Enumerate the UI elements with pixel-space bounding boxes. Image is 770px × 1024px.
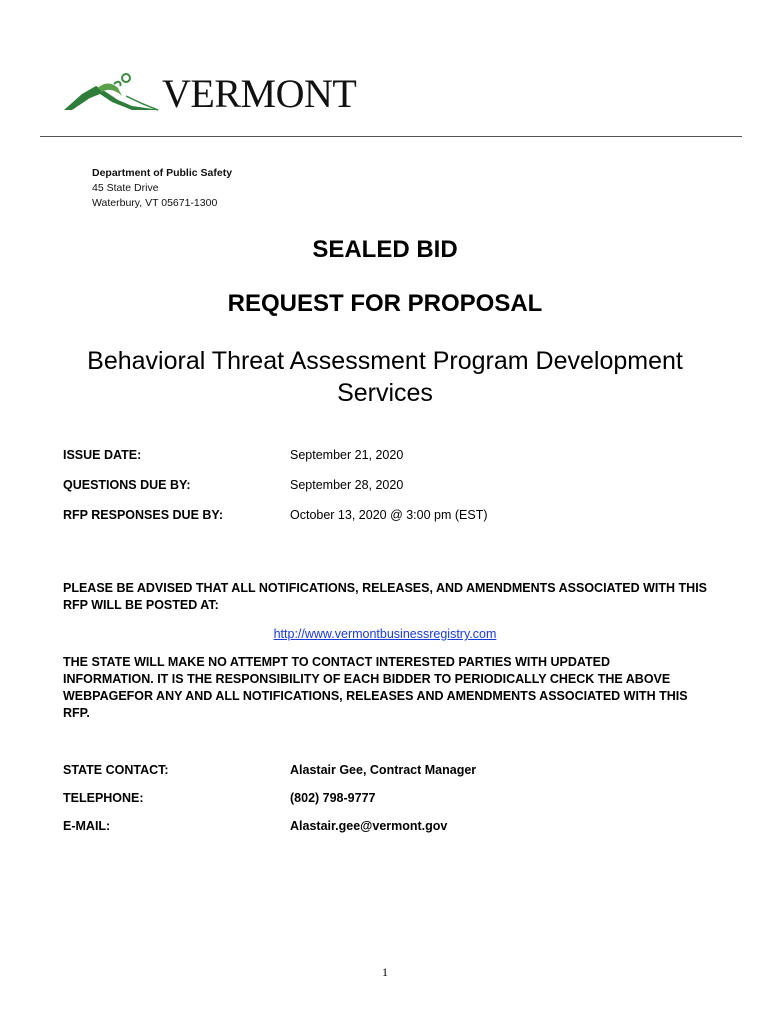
- contact-label: TELEPHONE:: [63, 791, 144, 805]
- contact-label: E-MAIL:: [63, 819, 111, 833]
- date-value: September 28, 2020: [290, 478, 404, 492]
- responsibility-notice: THE STATE WILL MAKE NO ATTEMPT TO CONTACT INTERESTED PARTIES WITH UPDATED INFORMATION. IT IS THE RESPONSIBILITY OF EACH BIDDER TO PERIODICALLY CHECK THE ABOVE WEBPAGEFOR ANY AND ALL NOTIFICATIONS, RELEASES AND AMENDMENTS ASSOCIATED WITH THIS RFP.: [63, 655, 688, 720]
- date-label: ISSUE DATE:: [63, 448, 142, 462]
- contact-value: Alastair.gee@vermont.gov: [290, 819, 448, 833]
- street-address: 45 State Drive: [92, 182, 159, 194]
- title-rfp: REQUEST FOR PROPOSAL: [227, 290, 543, 317]
- contact-value: (802) 798-9777: [290, 791, 376, 805]
- date-value: October 13, 2020 @ 3:00 pm (EST): [290, 508, 488, 522]
- date-label: [63, 508, 223, 522]
- project-title: Behavioral Threat Assessment Program Development Services: [87, 347, 683, 407]
- date-label: QUESTIONS DUE BY:: [63, 478, 191, 492]
- department-name: Department of Public Safety: [92, 167, 233, 179]
- date-value: September 21, 2020: [290, 448, 404, 462]
- registry-link[interactable]: http://www.vermontbusinessregistry.com: [273, 627, 497, 641]
- advisory-notice: PLEASE BE ADVISED THAT ALL NOTIFICATIONS, RELEASES, AND AMENDMENTS ASSOCIATED WITH THIS RFP WILL BE POSTED AT:: [63, 581, 708, 612]
- page-number: 1: [382, 965, 388, 979]
- city-state-zip: Waterbury, VT 05671-1300: [92, 197, 218, 209]
- contact-value: Alastair Gee, Contract Manager: [290, 763, 477, 777]
- header-divider: [40, 136, 742, 137]
- address-block: [92, 166, 232, 211]
- contact-label: STATE CONTACT:: [63, 763, 169, 777]
- logo-wordmark: VERMONT: [162, 71, 357, 116]
- date-label-text: RFP RESPONSES DUE BY:: [63, 508, 223, 522]
- title-sealed-bid: SEALED BID: [312, 236, 458, 263]
- vermont-logo: [62, 70, 357, 116]
- mountain-logo-icon: [62, 70, 162, 114]
